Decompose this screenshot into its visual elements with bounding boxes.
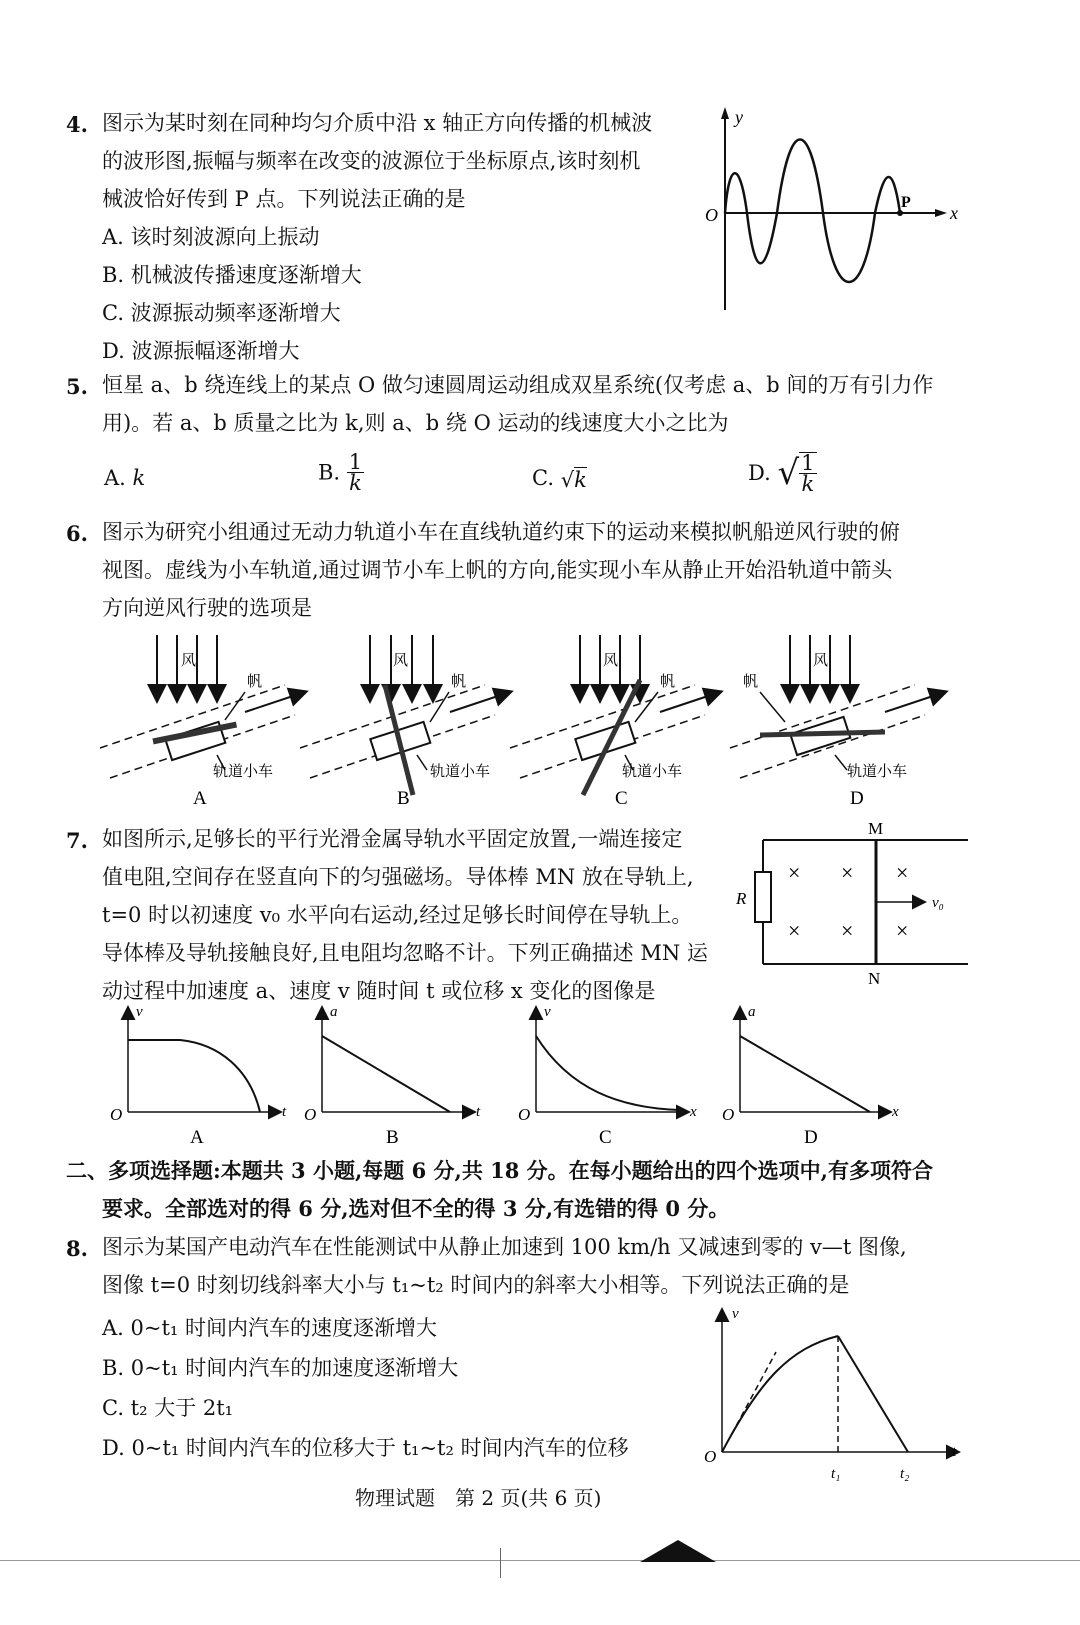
wind-label: 风 xyxy=(813,653,829,669)
wind-label: 风 xyxy=(393,653,409,669)
page-triangle-mark xyxy=(640,1540,716,1562)
car-label: 轨道小车 xyxy=(213,764,274,780)
wave-y-label: y xyxy=(735,107,743,127)
car-label: 轨道小车 xyxy=(847,764,908,780)
question-5-line: 恒星 a、b 绕连线上的某点 O 做匀速圆周运动组成双星系统(仅考虑 a、b 间的万有引力作 xyxy=(102,373,934,397)
option-b-prefix: B. xyxy=(318,460,341,485)
question-4-number: 4. xyxy=(66,112,88,137)
wave-point-p-label: P xyxy=(901,194,911,211)
field-mark: × xyxy=(841,860,854,885)
question-6-line: 视图。虚线为小车轨道,通过调节小车上帆的方向,能实现小车从静止开始沿轨道中箭头 xyxy=(102,558,893,582)
question-8-line: 图像 t=0 时刻切线斜率大小与 t₁~t₂ 时间内的斜率大小相等。下列说法正确的是 xyxy=(102,1273,850,1297)
choice-label-b: B xyxy=(397,788,410,805)
bottom-rule xyxy=(0,1560,1080,1561)
option-d-sqrt-sign: √ xyxy=(777,453,800,493)
graph-choice-c: C xyxy=(599,1127,612,1148)
question-8-option-c: C. t₂ 大于 2t₁ xyxy=(102,1396,234,1420)
option-c-prefix: C. xyxy=(532,466,554,490)
vt-x-label: t xyxy=(952,1444,957,1460)
sail-figure-b xyxy=(300,635,510,805)
question-5-number: 5. xyxy=(66,374,88,399)
sail-figure-d xyxy=(730,635,945,805)
option-c-radicand: k xyxy=(574,467,587,492)
wave-y-arrow xyxy=(721,107,729,119)
vt-line-decel xyxy=(838,1336,908,1452)
sail-figures xyxy=(95,630,965,805)
question-8-option-a: A. 0~t₁ 时间内汽车的速度逐渐增大 xyxy=(102,1316,438,1340)
question-4-option-a: A. 该时刻波源向上振动 xyxy=(102,225,320,249)
wave-origin-label: O xyxy=(705,205,718,225)
field-mark: × xyxy=(788,860,801,885)
resistor-label: R xyxy=(736,889,747,908)
option-a-prefix: A. xyxy=(104,466,126,490)
graph-origin: O xyxy=(304,1105,317,1124)
q7-graphs xyxy=(100,1000,930,1150)
graph-origin: O xyxy=(110,1105,123,1124)
question-8-line: 图示为某国产电动汽车在性能测试中从静止加速到 100 km/h 又减速到零的 v—t 图像, xyxy=(102,1235,907,1259)
question-8-options xyxy=(102,1308,702,1468)
graph-b xyxy=(304,1004,481,1148)
question-6-line: 方向逆风行驶的选项是 xyxy=(102,596,312,620)
question-7-line: 如图所示,足够长的平行光滑金属导轨水平固定放置,一端连接定 xyxy=(102,827,683,851)
graph-d xyxy=(722,1004,899,1148)
graph-choice-d: D xyxy=(804,1127,818,1148)
option-b-fraction xyxy=(347,452,364,493)
graph-y-label: a xyxy=(330,1004,338,1020)
graph-a xyxy=(110,1004,287,1148)
question-7-number: 7. xyxy=(66,828,88,853)
question-5-option-d xyxy=(748,452,817,494)
vt-origin: O xyxy=(704,1447,717,1466)
vt-curve-accel xyxy=(722,1336,838,1452)
velocity-label: v₀ xyxy=(932,895,944,911)
question-7-stem xyxy=(102,820,742,1010)
wind-label: 风 xyxy=(181,653,197,669)
question-6-number: 6. xyxy=(66,521,88,546)
graph-x-label: x xyxy=(690,1104,697,1120)
question-6-line: 图示为研究小组通过无动力轨道小车在直线轨道约束下的运动来模拟帆船逆风行驶的俯 xyxy=(102,520,900,544)
section-2-heading xyxy=(66,1152,1006,1228)
rod-m-label: M xyxy=(868,819,884,838)
binding-mark xyxy=(500,1548,501,1578)
choice-label-c: C xyxy=(615,788,628,805)
wave-x-label: x xyxy=(950,203,958,223)
graph-choice-a: A xyxy=(190,1127,204,1148)
question-5-option-c xyxy=(532,466,587,492)
question-5-option-a xyxy=(104,466,145,490)
sail-figure-a xyxy=(100,635,305,805)
section-2-line: 二、多项选择题:本题共 3 小题,每题 6 分,共 18 分。在每小题给出的四个选项中,有多项符合 xyxy=(66,1158,933,1183)
vt-y-label: v xyxy=(732,1306,739,1322)
field-mark: × xyxy=(896,860,909,885)
resistor xyxy=(755,872,771,922)
question-7-line: t=0 时以初速度 v₀ 水平向右运动,经过足够长时间停在导轨上。 xyxy=(102,903,693,927)
field-mark: × xyxy=(788,918,801,943)
wind-label: 风 xyxy=(603,653,619,669)
question-4-option-d: D. 波源振幅逐渐增大 xyxy=(102,339,300,363)
option-c-sqrt: √k xyxy=(560,467,587,492)
field-mark: × xyxy=(841,918,854,943)
section-2-line: 要求。全部选对的得 6 分,选对但不全的得 3 分,有选错的得 0 分。 xyxy=(102,1196,730,1221)
question-7-line: 导体棒及导轨接触良好,且电阻均忽略不计。下列正确描述 MN 运 xyxy=(102,941,708,965)
vt-graph xyxy=(700,1300,970,1485)
page-footer: 物理试题 第 2 页(共 6 页) xyxy=(355,1486,602,1510)
graph-x-label: x xyxy=(892,1104,899,1120)
sail-label: 帆 xyxy=(660,674,676,690)
question-4-stem xyxy=(102,104,722,370)
question-5-option-b xyxy=(318,452,364,493)
vt-t2-label: t₂ xyxy=(900,1466,910,1482)
question-8-number: 8. xyxy=(66,1236,88,1261)
option-d-numerator: 1 xyxy=(801,451,815,475)
vt-t1-label: t₁ xyxy=(831,1466,841,1482)
option-d-prefix: D. xyxy=(748,461,771,485)
wave-curve xyxy=(725,140,900,283)
graph-x-label: t xyxy=(476,1104,481,1120)
sail-label: 帆 xyxy=(247,674,263,690)
option-d-denominator: k xyxy=(801,472,815,496)
graph-origin: O xyxy=(518,1105,531,1124)
graph-y-label: v xyxy=(544,1004,551,1020)
option-d-fraction xyxy=(799,452,816,494)
graph-y-label: v xyxy=(136,1004,143,1020)
question-6-stem xyxy=(102,513,1002,627)
choice-label-d: D xyxy=(850,788,864,805)
sail-label: 帆 xyxy=(743,674,759,690)
question-4-line: 械波恰好传到 P 点。下列说法正确的是 xyxy=(102,187,466,211)
graph-origin: O xyxy=(722,1105,735,1124)
sail-label: 帆 xyxy=(451,674,467,690)
wave-figure xyxy=(695,105,975,315)
graph-choice-b: B xyxy=(386,1127,399,1148)
graph-y-label: a xyxy=(748,1004,756,1020)
graph-x-label: t xyxy=(282,1104,287,1120)
question-5-stem xyxy=(102,366,1002,442)
car-label: 轨道小车 xyxy=(430,764,491,780)
question-7-line: 值电阻,空间存在竖直向下的匀强磁场。导体棒 MN 放在导轨上, xyxy=(102,865,694,889)
wave-x-arrow xyxy=(935,209,947,217)
option-a-value: k xyxy=(132,466,146,490)
field-mark: × xyxy=(896,918,909,943)
question-4-option-b: B. 机械波传播速度逐渐增大 xyxy=(102,263,362,287)
question-4-line: 的波形图,振幅与频率在改变的波源位于坐标原点,该时刻机 xyxy=(102,149,641,173)
circuit-figure xyxy=(728,812,978,992)
sail-figure-c xyxy=(510,635,720,805)
graph-c xyxy=(518,1004,697,1148)
rod-n-label: N xyxy=(868,969,881,988)
question-8-option-d: D. 0~t₁ 时间内汽车的位移大于 t₁~t₂ 时间内汽车的位移 xyxy=(102,1436,629,1460)
question-4-line: 图示为某时刻在同种均匀介质中沿 x 轴正方向传播的机械波 xyxy=(102,111,653,135)
option-b-numerator: 1 xyxy=(348,450,363,474)
car-label: 轨道小车 xyxy=(622,764,683,780)
option-b-denominator: k xyxy=(349,471,362,495)
question-8-option-b: B. 0~t₁ 时间内汽车的加速度逐渐增大 xyxy=(102,1356,459,1380)
question-4-option-c: C. 波源振动频率逐渐增大 xyxy=(102,301,341,325)
question-8-stem xyxy=(102,1228,1002,1304)
question-5-line: 用)。若 a、b 质量之比为 k,则 a、b 绕 O 运动的线速度大小之比为 xyxy=(102,411,729,435)
question-7-line: 动过程中加速度 a、速度 v 随时间 t 或位移 x 变化的图像是 xyxy=(102,979,656,1003)
choice-label-a: A xyxy=(193,788,207,805)
